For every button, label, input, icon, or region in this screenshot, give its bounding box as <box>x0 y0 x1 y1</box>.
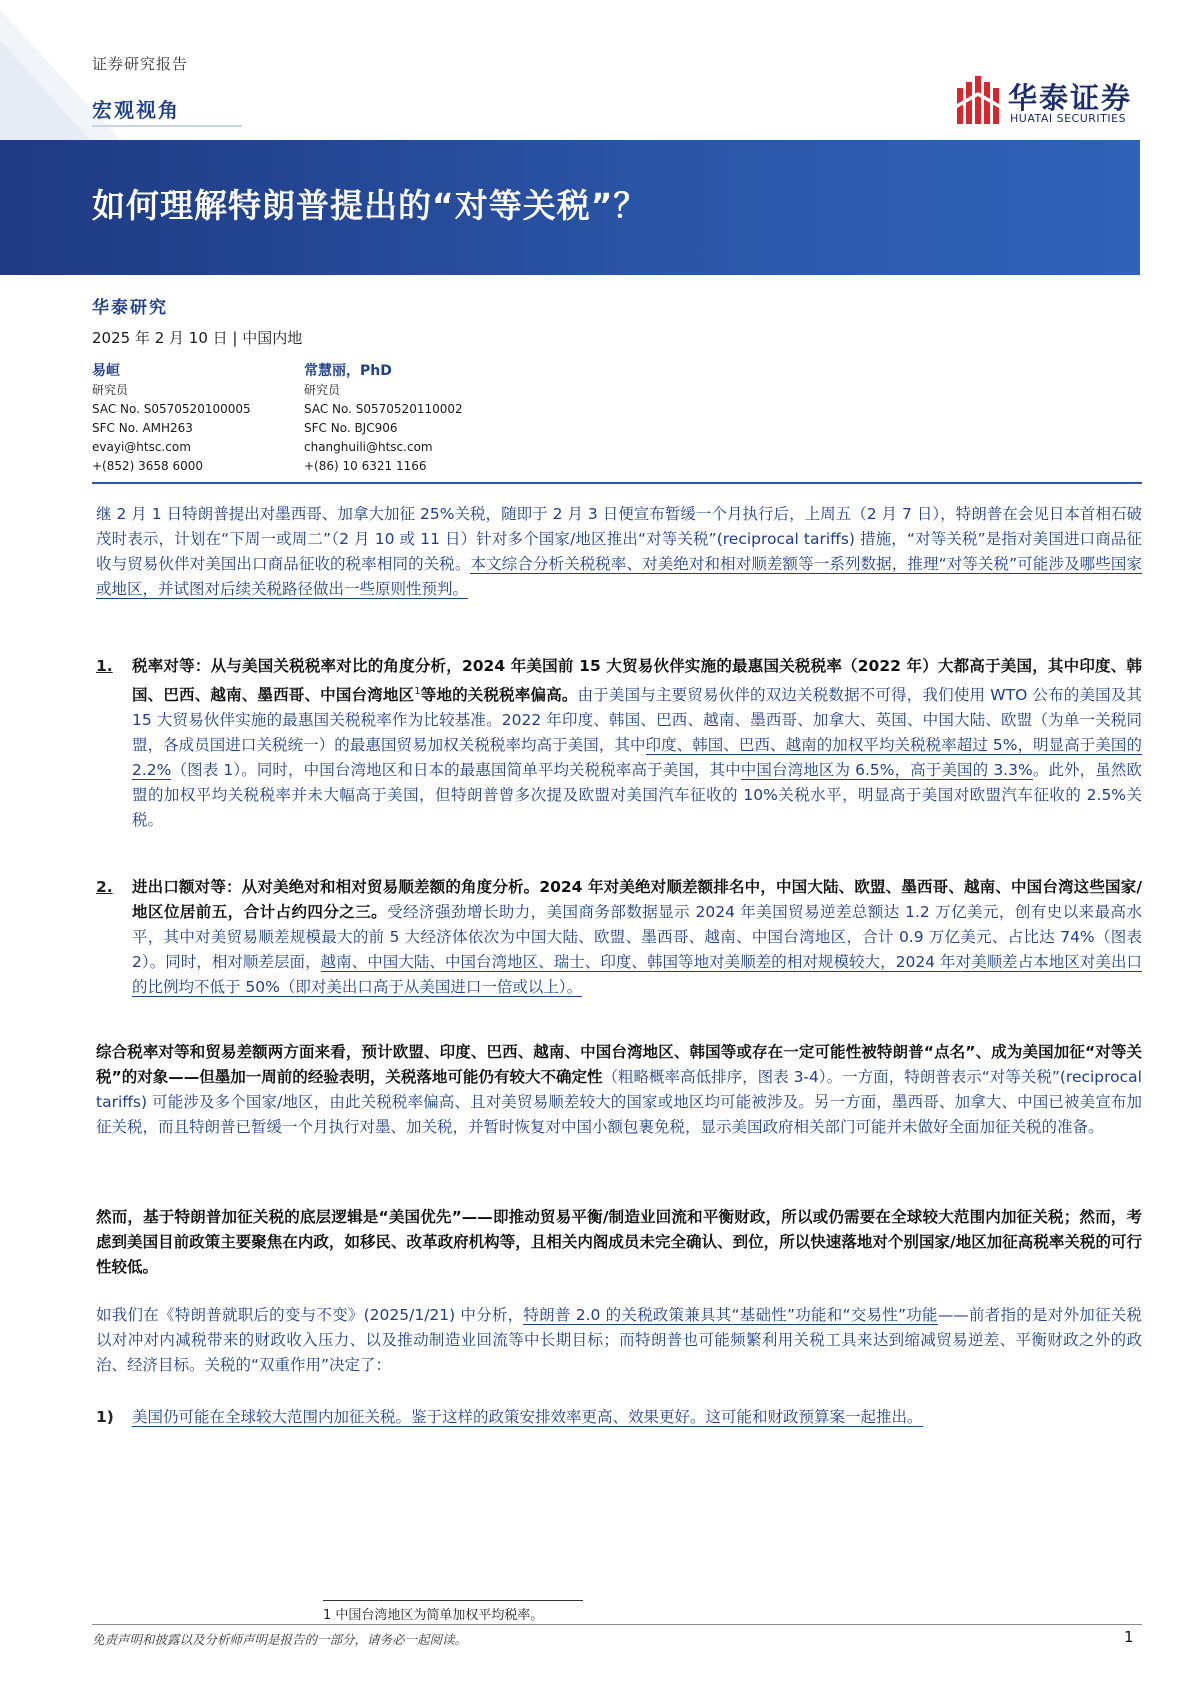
point-heading-end: 等地的关税税率偏高。 <box>420 686 578 705</box>
point-2 <box>96 875 1142 1000</box>
author-phone: +(86) 10 6321 1166 <box>304 459 427 473</box>
author-sac: SAC No. S0570520100005 <box>92 402 251 416</box>
section-tag-underline <box>92 125 242 127</box>
however-bold-text: 然而，基于特朗普加征关税的底层逻辑是“美国优先”——即推动贸易平衡/制造业回流和平衡财政，所以或仍需要在全球较大范围内加征关税；然而，考虑到美国目前政策主要聚焦在内政，如移民、改革政府机构等，且相关内阁成员未完全确认、到位，所以快速落地对个别国家/地区加征高税率关税的可行性较低。 <box>96 1208 1142 1276</box>
point-underlined-text: 美国仍可能在全球较大范围内加征关税。鉴于这样的政策安排效率更高、效果更好。这可能和财政预算案一起推出。 <box>132 1408 923 1426</box>
intro-underlined-text: 本文综合分析关税税率、对美绝对和相对顺差额等一系列数据，推理“对等关税”可能涉及哪些国家或地区，并试图对后续关税路径做出一些原则性预判。 <box>96 555 1142 598</box>
logo-name: 华泰证券 <box>1008 81 1133 115</box>
author-phone: +(852) 3658 6000 <box>92 459 204 473</box>
author-sfc: SFC No. AMH263 <box>92 421 193 435</box>
point-heading: 税率对等：从与美国关税税率对比的角度分析，2024 年美国前 15 大贸易伙伴实施的最惠国关税税率（2022 年）大都高于美国，其中印度、韩国、巴西、越南、墨西哥、中国台湾地区 <box>132 657 1142 705</box>
research-org: 华泰研究 <box>92 298 168 318</box>
analysis-underlined-text: 特朗普 2.0 的关税政策兼具其“基础性”功能和“交易性”功能 <box>523 1306 938 1324</box>
author-email[interactable]: evayi@htsc.com <box>92 440 191 454</box>
report-type-label: 证券研究报告 <box>92 55 189 73</box>
point-underlined-text: 越南、中国大陆、中国台湾地区、瑞士、印度、韩国等地对美顺差的相对规模较大，2024 年对美顺差占本地区对美出口的比例均不低于 50%（即对美出口高于从美国进口一倍或以上）。 <box>132 953 1142 996</box>
point-number: 1) <box>96 1408 114 1426</box>
point-text: （图表 1）。同时，中国台湾地区和日本的最惠国简单平均关税税率高于美国，其中 <box>171 761 741 780</box>
footnote: 1 中国台湾地区为简单加权平均税率。 <box>323 1608 544 1623</box>
point-text: 。此外，虽然欧盟的加权平均关税税率并未大幅高于美国，但特朗普曾多次提及欧盟对美国汽车征收的 10%关税水平，明显高于美国对欧盟汽车征收的 2.5%关税。 <box>132 761 1142 830</box>
point-underlined-text: 印度、韩国、巴西、越南的加权平均关税税率超过 5%，明显高于美国的 2.2% <box>132 736 1142 780</box>
author-name: 常慧丽，PhD <box>304 363 392 379</box>
author-card-1 <box>92 362 251 476</box>
intro-text: 继 2 月 1 日特朗普提出对墨西哥、加拿大加征 25%关税，随即于 2 月 3 日便宣布暂缓一个月执行后，上周五（2 月 7 日），特朗普在会见日本首相石破茂时表示，计划在“下周一或周二”（2 月 10 或 11 日）针对多个国家/地区推出“对等关税”(reciprocal tariffs) 措施，“对等关税”是指对美国进口商品征收与贸易伙伴对美国出口商品征收的税率相同的关税。 <box>96 505 1142 573</box>
point-text: 受经济强劲增长助力，美国商务部数据显示 2024 年美国贸易逆差总额达 1.2 万亿美元，创有史以来最高水平，其中对美贸易顺差规模最大的前 5 大经济体依次为中国大陆、欧盟、墨西哥、越南、中国台湾地区，合计 0.9 万亿美元、占比达 74%（图表 2）。同时，相对顺差层面， <box>132 903 1142 971</box>
point-underlined-text: 中国台湾地区为 6.5%，高于美国的 3.3% <box>740 761 1033 780</box>
point-heading: 进出口额对等：从对美绝对和相对贸易顺差额的角度分析。2024 年对美绝对顺差额排名中，中国大陆、欧盟、墨西哥、越南、中国台湾这些国家/地区位居前五，合计占约四分之三。 <box>132 878 1142 921</box>
date-location: 2025 年 2 月 10 日 | 中国内地 <box>92 329 303 347</box>
author-role: 研究员 <box>304 383 341 397</box>
analysis-text: 如我们在《特朗普就职后的变与不变》(2025/1/21) 中分析， <box>96 1306 524 1324</box>
author-email[interactable]: changhuili@htsc.com <box>304 440 433 454</box>
analysis-paragraph <box>96 1303 1142 1378</box>
header-separator <box>92 482 1142 484</box>
point-number: 1. <box>96 657 113 675</box>
summary-text: （粗略概率高低排序，图表 3-4）。一方面，特朗普表示“对等关税”(reciprocal tariffs) 可能涉及多个国家/地区，由此关税税率偏高、且对美贸易顺差较大的国家或地区均可能被涉及。另一方面，墨西哥、加拿大、中国已被美宣布加征关税，而且特朗普已暂缓一个月执行对墨、加关税，并暂时恢复对中国小额包裹免税，显示美国政府相关部门可能并未做好全面加征关税的准备。 <box>96 1068 1142 1136</box>
author-name: 易峘 <box>92 363 120 379</box>
point-text: 由于美国与主要贸易伙伴的双边关税数据不可得，我们使用 WTO 公布的美国及其 15 大贸易伙伴实施的最惠国关税税率作为比较基准。2022 年印度、韩国、巴西、越南、墨西哥、加拿大、英国、中国大陆、欧盟（为单一关税同盟，各成员国进口关税统一）的最惠国贸易加权关税税率均高于美国，其中 <box>132 686 1142 755</box>
report-title: 如何理解特朗普提出的“对等关税”？ <box>92 186 648 225</box>
footnote-separator <box>323 1600 583 1601</box>
author-sac: SAC No. S0570520110002 <box>304 402 463 416</box>
summary-bold-text: 综合税率对等和贸易差额两方面来看，预计欧盟、印度、巴西、越南、中国台湾地区、韩国等或存在一定可能性被特朗普“点名”、成为美国加征“对等关税”的对象——但墨加一周前的经验表明，关税落地可能仍有较大不确定性 <box>96 1043 1142 1086</box>
intro-paragraph <box>96 502 1142 602</box>
author-role: 研究员 <box>92 383 129 397</box>
footer-disclaimer: 免责声明和披露以及分析师声明是报告的一部分，请务必一起阅读。 <box>92 1632 468 1647</box>
summary-paragraph <box>96 1040 1142 1140</box>
author-sfc: SFC No. BJC906 <box>304 421 398 435</box>
footer-separator <box>92 1624 1142 1625</box>
analysis-text: ——前者指的是对外加征关税以对冲对内减税带来的财政收入压力、以及推动制造业回流等中长期目标；而特朗普也可能频繁利用关税工具来达到缩减贸易逆差、平衡财政之外的政治、经济目标。关税的“双重作用”决定了： <box>96 1306 1142 1374</box>
point-number: 2. <box>96 878 113 896</box>
section-tag: 宏观视角 <box>92 98 180 122</box>
logo-subtitle: HUATAI SECURITIES <box>1010 112 1127 125</box>
point-1 <box>96 654 1142 833</box>
page-number: 1 <box>1124 1628 1134 1646</box>
point-1-sub <box>96 1405 1142 1430</box>
however-paragraph <box>96 1205 1142 1280</box>
footnote-marker[interactable]: 1 <box>414 686 421 697</box>
author-card-2 <box>304 362 463 476</box>
